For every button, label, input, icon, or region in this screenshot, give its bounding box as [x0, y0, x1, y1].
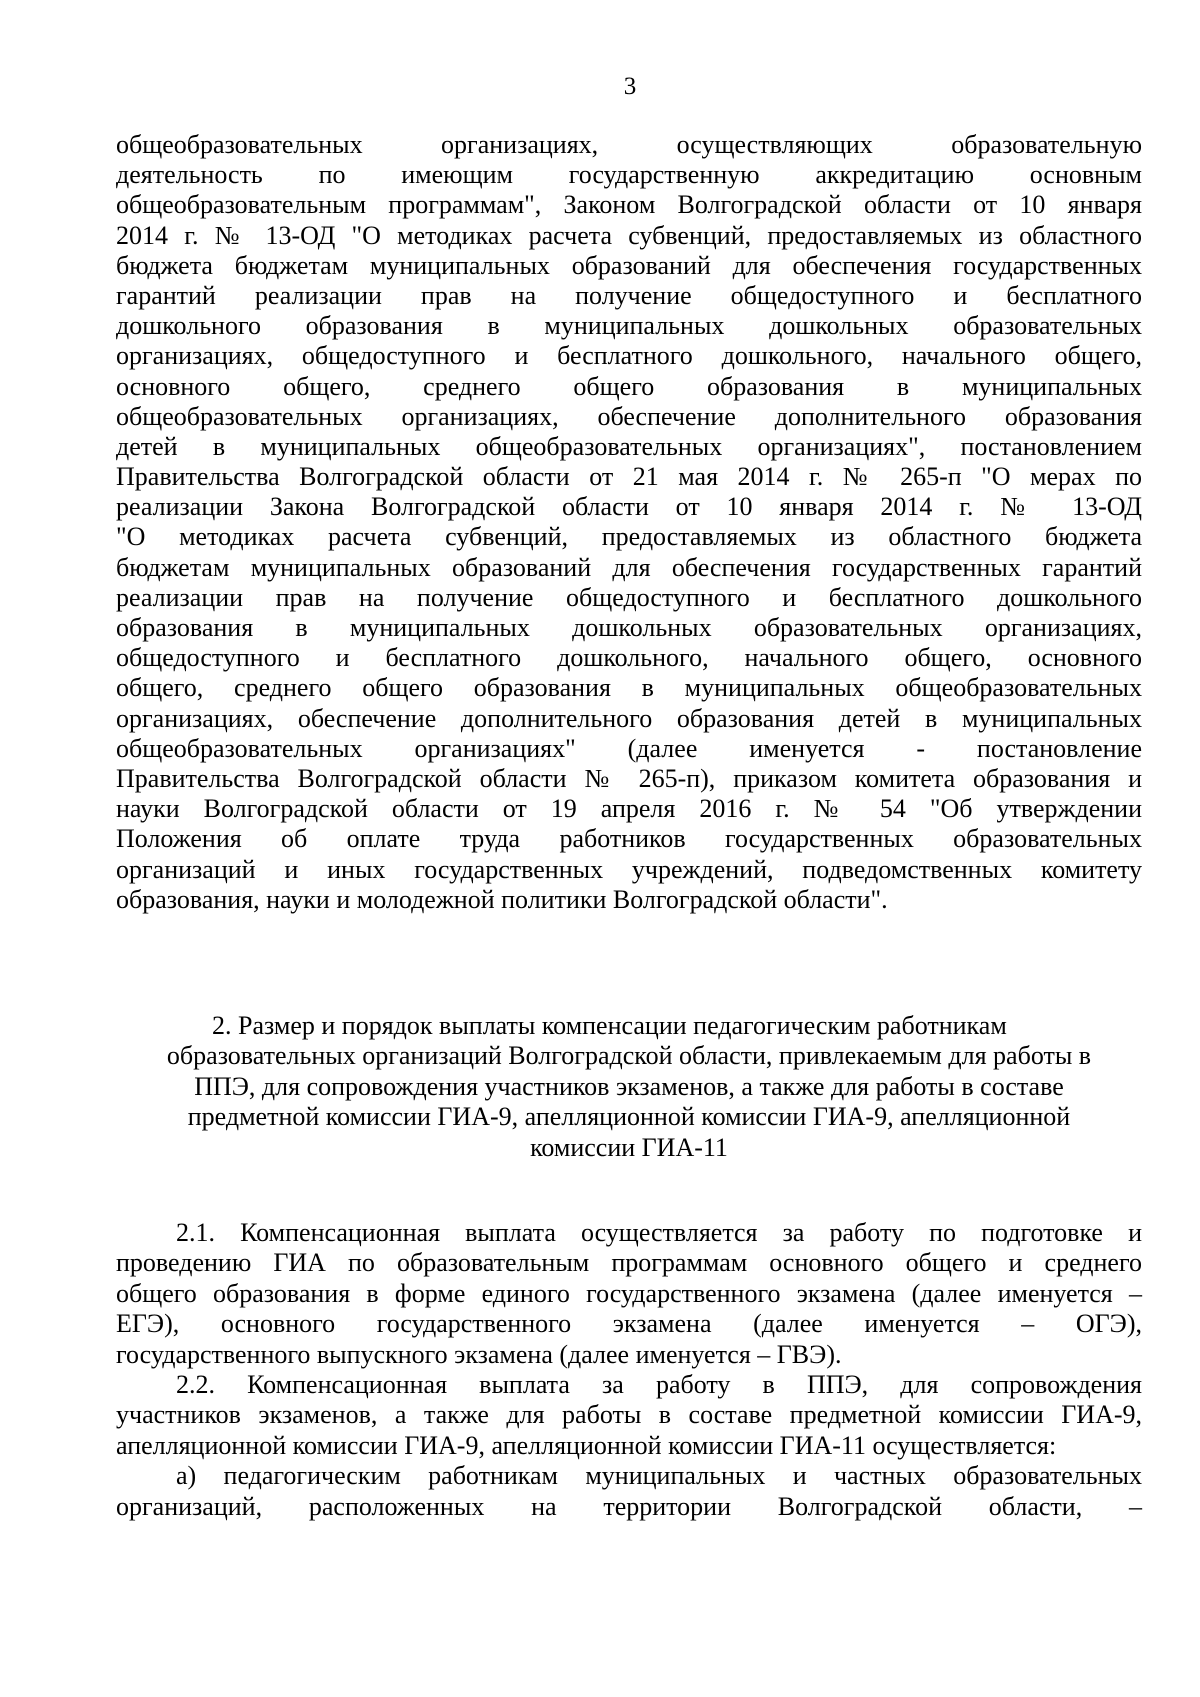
clause-2-1-line: ЕГЭ), основного государственного экзамена (далее именуется – ОГЭ),: [116, 1309, 1142, 1339]
heading-line: ППЭ, для сопровождения участников экзаменов, а также для работы в составе: [194, 1071, 1064, 1101]
text-line: образования в муниципальных дошкольных образовательных организациях,: [116, 613, 1142, 642]
section-2-body: [116, 1218, 1142, 1522]
text-line: основного общего, среднего общего образования в муниципальных: [116, 371, 1142, 401]
clause-2-1-line: общего образования в форме единого государственного экзамена (далее именуется –: [116, 1278, 1142, 1308]
text-line: реализации Закона Волгоградской области от 10 января 2014 г. № 13-ОД: [116, 492, 1142, 522]
page-number: 3: [623, 73, 637, 100]
text-line: общего, среднего общего образования в муниципальных общеобразовательных: [116, 673, 1142, 703]
text-line: общеобразовательных организациях, осуществляющих образовательную: [116, 130, 1142, 159]
clause-2-1-line: проведению ГИА по образовательным программам основного общего и среднего: [116, 1248, 1142, 1278]
text-line: общеобразовательным программам", Законом Волгоградской области от 10 января: [116, 190, 1142, 220]
text-line: реализации прав на получение общедоступного и бесплатного дошкольного: [116, 582, 1142, 612]
text-line: гарантий реализации прав на получение общедоступного и бесплатного: [116, 280, 1142, 310]
text-line: бюджета бюджетам муниципальных образований для обеспечения государственных: [116, 250, 1142, 280]
text-line: организациях, общедоступного и бесплатного дошкольного, начального общего,: [116, 341, 1142, 371]
heading-line: комиссии ГИА-11: [530, 1132, 728, 1162]
text-line: общедоступного и бесплатного дошкольного, начального общего, основного: [116, 643, 1142, 673]
text-line: образования, науки и молодежной политики Волгоградской области".: [116, 884, 888, 914]
heading-line: предметной комиссии ГИА-9, апелляционной комиссии ГИА-9, апелляционной: [187, 1102, 1071, 1132]
clause-2-2-line: апелляционной комиссии ГИА-9, апелляционной комиссии ГИА-11 осуществляется:: [116, 1430, 1057, 1460]
text-line: организаций и иных государственных учреждений, подведомственных комитету: [116, 854, 1142, 884]
text-line: "О методиках расчета субвенций, предоставляемых из областного бюджета: [116, 522, 1142, 552]
text-line: дошкольного образования в муниципальных дошкольных образовательных: [116, 311, 1142, 341]
clause-2-1-line: государственного выпускного экзамена (далее именуется – ГВЭ).: [116, 1339, 842, 1369]
text-line: общеобразовательных организациях" (далее именуется - постановление: [116, 733, 1142, 763]
section-heading: [116, 1011, 1142, 1163]
text-line: деятельность по имеющим государственную аккредитацию основным: [116, 160, 1142, 190]
text-line: Правительства Волгоградской области № 265-п), приказом комитета образования и: [116, 763, 1142, 793]
clause-2-2-line: участников экзаменов, а также для работы в составе предметной комиссии ГИА-9,: [116, 1400, 1142, 1430]
text-line: 2014 г. № 13-ОД "О методиках расчета субвенций, предоставляемых из областного: [116, 220, 1142, 250]
text-line: науки Волгоградской области от 19 апреля 2016 г. № 54 "Об утверждении: [116, 794, 1142, 824]
text-line: детей в муниципальных общеобразовательных организациях", постановлением: [116, 431, 1142, 461]
text-line: общеобразовательных организациях, обеспечение дополнительного образования: [116, 401, 1142, 431]
paragraph-1: [116, 130, 1142, 915]
clause-a-line: а) педагогическим работникам муниципальных и частных образовательных: [176, 1461, 1142, 1491]
text-line: организациях, обеспечение дополнительного образования детей в муниципальных: [116, 703, 1142, 733]
text-line: Правительства Волгоградской области от 21 мая 2014 г. № 265-п "О мерах по: [116, 462, 1142, 492]
clause-2-2-line: 2.2. Компенсационная выплата за работу в ППЭ, для сопровождения: [176, 1369, 1142, 1399]
clause-2-1-line: 2.1. Компенсационная выплата осуществляется за работу по подготовке и: [176, 1218, 1142, 1247]
text-line: Положения об оплате труда работников государственных образовательных: [116, 824, 1142, 854]
text-line: бюджетам муниципальных образований для обеспечения государственных гарантий: [116, 552, 1142, 582]
clause-a-line: организаций, расположенных на территории Волгоградской области, –: [116, 1491, 1142, 1521]
heading-line: 2. Размер и порядок выплаты компенсации педагогическим работникам: [212, 1011, 1007, 1040]
heading-line: образовательных организаций Волгоградской области, привлекаемым для работы в: [166, 1041, 1092, 1071]
